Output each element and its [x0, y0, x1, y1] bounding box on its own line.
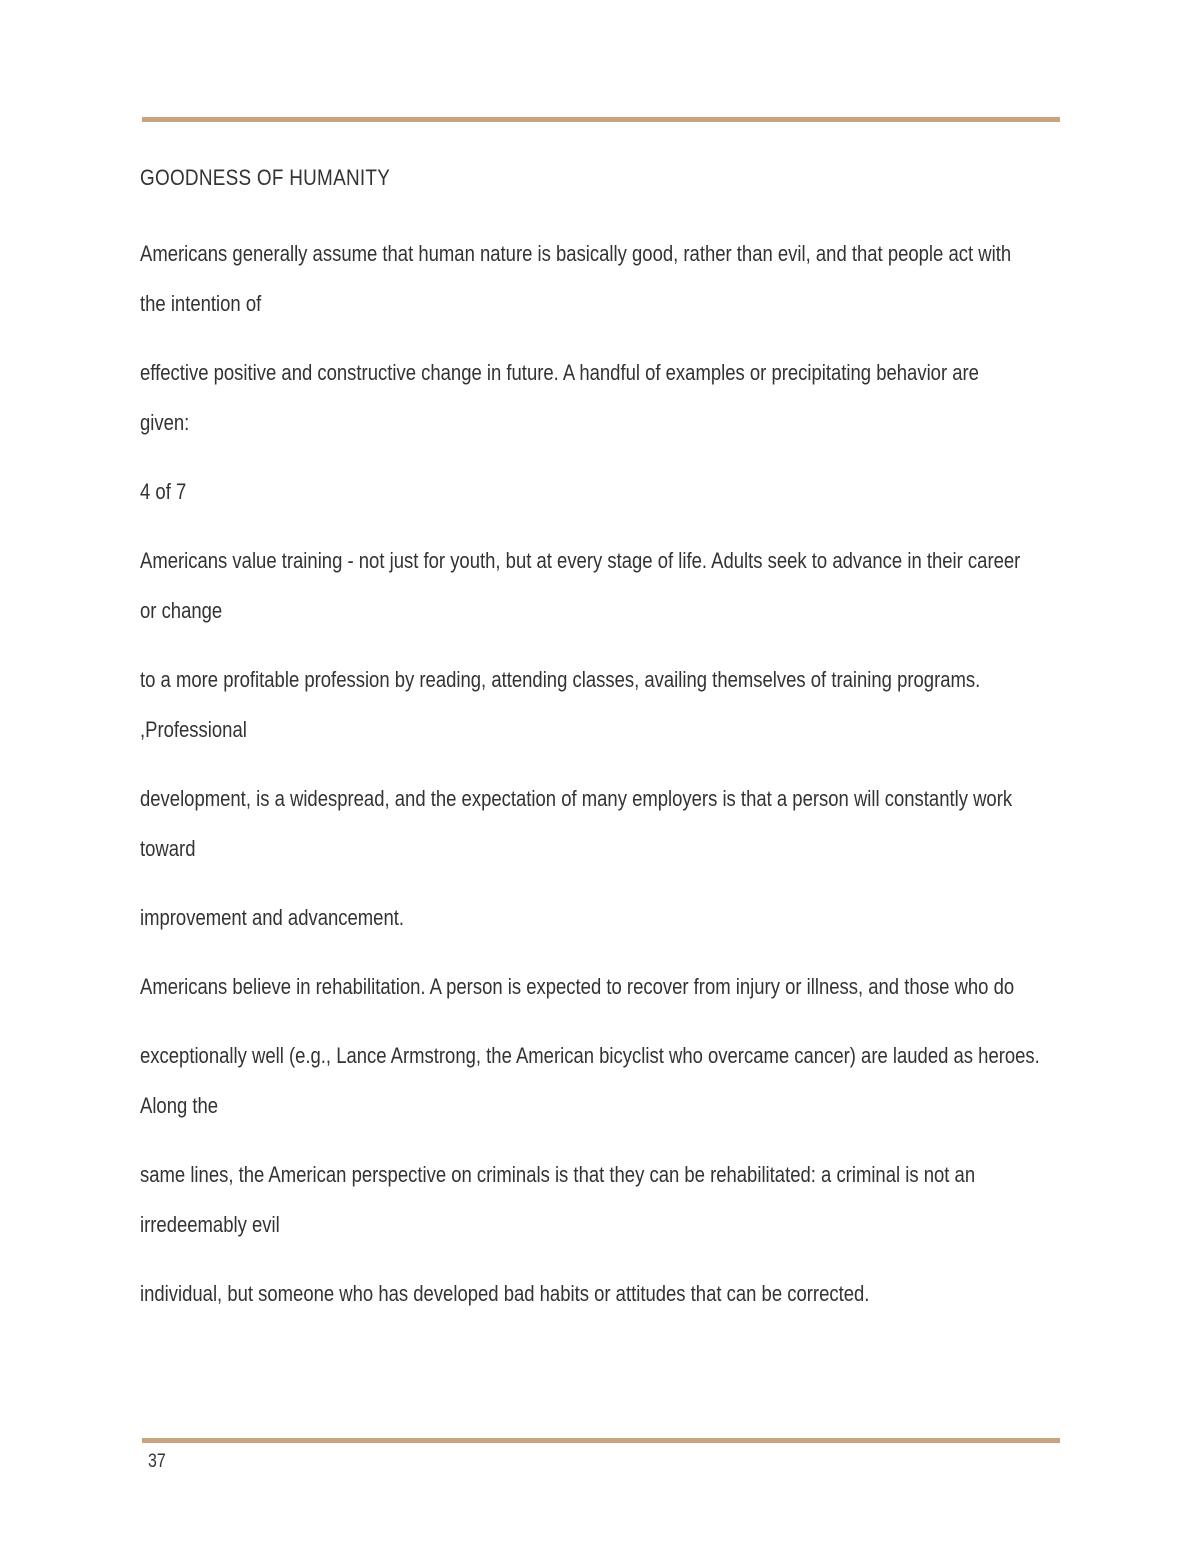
- paragraph: [140, 774, 1075, 874]
- paragraph-line: exceptionally well (e.g., Lance Armstrong, the American bicyclist who overcame cancer) are lauded as heroes.: [140, 1043, 1040, 1068]
- paragraph: [140, 962, 1075, 1012]
- paragraph-line: Americans believe in rehabilitation. A person is expected to recover from injury or illness, and those who do: [140, 974, 1015, 999]
- paragraph: [140, 229, 1075, 329]
- section-heading: GOODNESS OF HUMANITY: [140, 165, 391, 190]
- paragraph-line: given:: [140, 410, 190, 435]
- paragraph-line: the intention of: [140, 291, 262, 316]
- paragraph: [140, 1031, 1075, 1131]
- paragraph-line: development, is a widespread, and the expectation of many employers is that a person will constantly work: [140, 786, 1013, 811]
- paragraph-line: toward: [140, 836, 196, 861]
- page-content: [140, 160, 1075, 1338]
- paragraph-line: or change: [140, 598, 223, 623]
- paragraph: [140, 1269, 1075, 1319]
- paragraph-line: effective positive and constructive change in future. A handful of examples or precipitating behavior are: [140, 360, 979, 385]
- page-number: 37: [148, 1451, 166, 1472]
- paragraph: [140, 1150, 1075, 1250]
- paragraph: [140, 467, 1075, 517]
- paragraph-line: same lines, the American perspective on criminals is that they can be rehabilitated: a criminal is not an: [140, 1162, 976, 1187]
- paragraph-line: Americans value training - not just for youth, but at every stage of life. Adults seek to advance in their career: [140, 548, 1021, 573]
- paragraph-line: improvement and advancement.: [140, 905, 405, 930]
- paragraph-line: individual, but someone who has developed bad habits or attitudes that can be corrected.: [140, 1281, 870, 1306]
- paragraph-line: 4 of 7: [140, 479, 187, 504]
- paragraph: [140, 893, 1075, 943]
- paragraph: [140, 536, 1075, 636]
- footer-divider: [142, 1438, 1060, 1443]
- paragraph-line: to a more profitable profession by reading, attending classes, availing themselves of training programs.: [140, 667, 981, 692]
- paragraph-line: irredeemably evil: [140, 1212, 280, 1237]
- header-divider: [142, 117, 1060, 122]
- paragraph-line: Along the: [140, 1093, 219, 1118]
- paragraph: [140, 348, 1075, 448]
- paragraph: [140, 655, 1075, 755]
- paragraph-line: Americans generally assume that human nature is basically good, rather than evil, and that people act with: [140, 241, 1012, 266]
- paragraph-line: ,Professional: [140, 717, 247, 742]
